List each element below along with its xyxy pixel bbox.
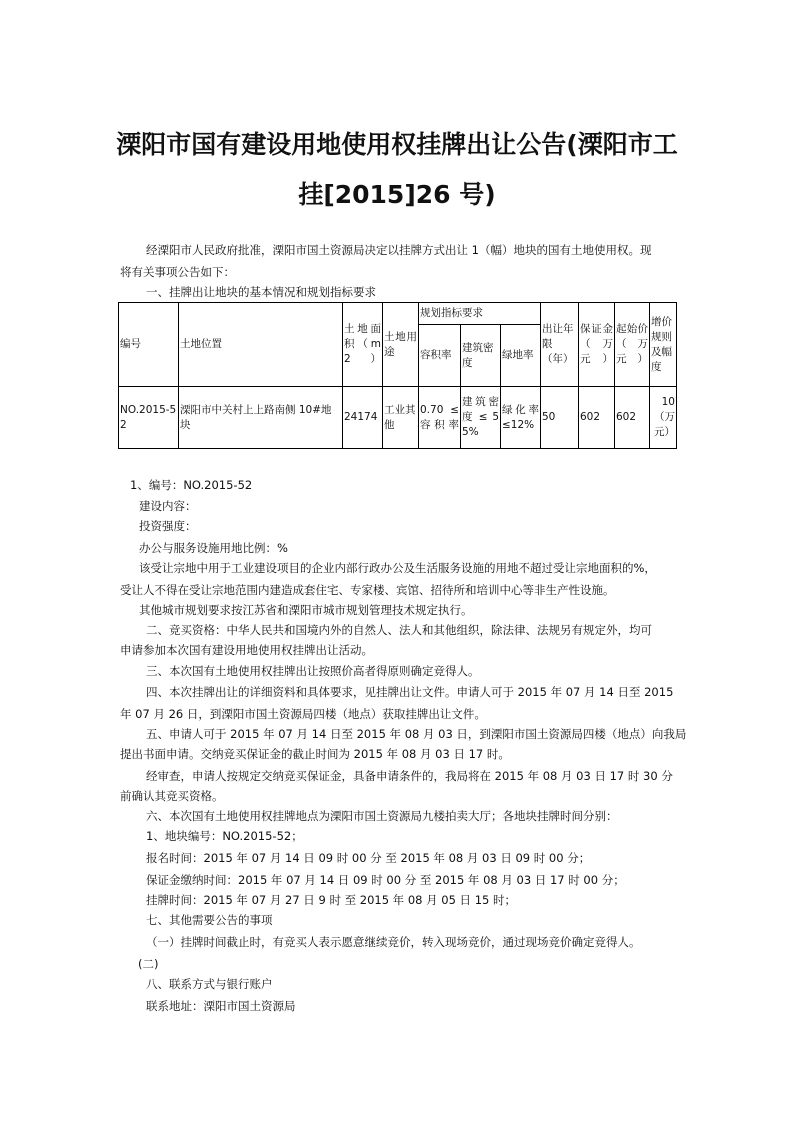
section-3: 三、本次国有土地使用权挂牌出让按照价高者得原则确定竞得人。 (146, 664, 480, 678)
cell-term: 50 (541, 387, 579, 449)
header-location: 土地位置 (179, 303, 343, 387)
office-ratio: 办公与服务设施用地比例：% (139, 541, 288, 555)
header-increment: 增价规则及幅度 (650, 303, 677, 387)
office-desc: 该受让宗地中用于工业建设项目的企业内部行政办公及生活服务设施的用地不超过受让宗地面积的%， (139, 561, 656, 575)
plot-number: 1、地块编号：NO.2015-52； (146, 829, 303, 843)
intro-paragraph-cont: 将有关事项公告如下： (120, 265, 235, 279)
section-2: 二、竞买资格：中华人民共和国境内外的自然人、法人和其他组织，除法律、法规另有规定外，均可 (146, 623, 652, 637)
section-6: 六、本次国有土地使用权挂牌地点为溧阳市国土资源局九楼拍卖大厅；各地块挂牌时间分别： (146, 809, 618, 823)
header-far: 容积率 (419, 325, 461, 387)
review-paragraph-cont: 前确认其竞买资格。 (120, 789, 224, 803)
header-use: 土地用途 (383, 303, 419, 387)
cell-start-price: 602 (615, 387, 650, 449)
cell-area: 24174 (343, 387, 383, 449)
cell-far: 0.70 ≤容积率 (419, 387, 461, 449)
header-area: 土地面积（m2） (343, 303, 383, 387)
cell-location: 溧阳市中关村上上路南侧 10#地块 (179, 387, 343, 449)
header-id: 编号 (119, 303, 179, 387)
section-7-item-2: (二) (138, 957, 159, 971)
section-7-item-1: （一）挂牌时间截止时，有竞买人表示愿意继续竞价，转入现场竞价，通过现场竞价确定竞得人。 (146, 935, 641, 949)
registration-time: 报名时间：2015 年 07 月 14 日 09 时 00 分 至 2015 年 08 月 03 日 09 时 00 分； (146, 851, 591, 865)
land-info-table (118, 302, 677, 449)
section-5-cont: 提出书面申请。交纳竞买保证金的截止时间为 2015 年 08 月 03 日 17 时。 (120, 747, 510, 761)
investment-intensity: 投资强度： (139, 519, 197, 533)
cell-deposit: 602 (579, 387, 615, 449)
notice-title: 溧阳市国有建设用地使用权挂牌出让公告(溧阳市工 (116, 130, 678, 159)
other-plan: 其他城市规划要求按江苏省和溧阳市城市规划管理技术规定执行。 (139, 603, 473, 617)
section-2-cont: 申请参加本次国有建设用地使用权挂牌出让活动。 (120, 643, 373, 657)
header-plan: 规划指标要求 (419, 303, 541, 325)
header-term: 出让年限（年） (541, 303, 579, 387)
section-4-cont: 年 07 月 26 日，到溧阳市国土资源局四楼（地点）获取挂牌出让文件。 (120, 707, 486, 721)
header-green: 绿地率 (501, 325, 541, 387)
contact-address: 联系地址：溧阳市国土资源局 (146, 999, 296, 1013)
cell-id: NO.2015-52 (119, 387, 179, 449)
office-desc-cont: 受让人不得在受让宗地范围内建造成套住宅、专家楼、宾馆、招待所和培训中心等非生产性设施。 (120, 583, 615, 597)
header-start-price: 起始价（万元） (615, 303, 650, 387)
section-4: 四、本次挂牌出让的详细资料和具体要求，见挂牌出让文件。申请人可于 2015 年 07 月 14 日至 2015 (146, 685, 674, 699)
intro-paragraph: 经溧阳市人民政府批准，溧阳市国土资源局决定以挂牌方式出让 1（幅）地块的国有土地使用权。现 (146, 243, 652, 257)
header-deposit: 保证金（万元） (579, 303, 615, 387)
cell-density: 建筑密度 ≤ 55% (461, 387, 501, 449)
cell-increment: 10（万元） (650, 387, 677, 449)
listing-time: 挂牌时间：2015 年 07 月 27 日 9 时 至 2015 年 08 月 05 日 15 时； (146, 893, 517, 907)
section-8: 八、联系方式与银行账户 (146, 977, 273, 991)
notice-title-cont: 挂[2015]26 号) (298, 180, 496, 209)
header-density: 建筑密度 (461, 325, 501, 387)
deposit-time: 保证金缴纳时间：2015 年 07 月 14 日 09 时 00 分 至 2015 年 08 月 03 日 17 时 00 分； (146, 873, 625, 887)
section-5: 五、申请人可于 2015 年 07 月 14 日至 2015 年 08 月 03 日，到溧阳市国土资源局四楼（地点）向我局 (146, 727, 687, 741)
cell-green: 绿化率≤12% (501, 387, 541, 449)
item-number: 1、编号：NO.2015-52 (130, 478, 253, 492)
build-content: 建设内容： (139, 499, 197, 513)
cell-use: 工业其他 (383, 387, 419, 449)
review-paragraph: 经审查，申请人按规定交纳竞买保证金，具备申请条件的，我局将在 2015 年 08 月 03 日 17 时 30 分 (146, 769, 673, 783)
section-7: 七、其他需要公告的事项 (146, 913, 273, 927)
table-row (119, 387, 677, 449)
section-heading-1: 一、挂牌出让地块的基本情况和规划指标要求 (146, 285, 376, 299)
